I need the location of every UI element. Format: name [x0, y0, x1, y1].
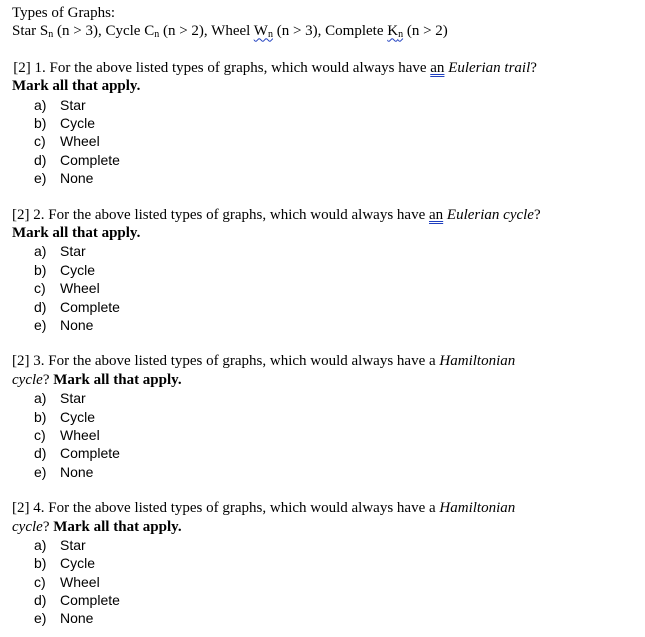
option-star[interactable]: a) Star: [34, 96, 86, 113]
option-cycle[interactable]: b) Cycle: [34, 555, 96, 572]
option-cycle[interactable]: b) Cycle: [34, 261, 96, 278]
option-complete[interactable]: d) Complete: [34, 298, 120, 315]
star-label: Star S: [12, 23, 49, 40]
options-list: [12, 96, 645, 188]
question-instruction: Mark all that apply.: [12, 224, 141, 241]
option-wheel[interactable]: c) Wheel: [34, 573, 100, 590]
question-text: [2] 4. For the above listed types of graphs, which would always have a Hamiltonian: [12, 500, 516, 517]
option-complete[interactable]: d) Complete: [34, 151, 120, 168]
option-none[interactable]: e) None: [34, 170, 94, 187]
question-1: [12, 59, 645, 188]
option-complete[interactable]: d) Complete: [34, 445, 120, 462]
question-instruction: Mark all that apply.: [53, 518, 182, 535]
question-2: [12, 206, 645, 335]
option-wheel[interactable]: c) Wheel: [34, 426, 100, 443]
header-title: Types of Graphs:: [12, 5, 116, 21]
wheel-label: Wheel: [211, 23, 254, 40]
question-text-cont: cycle? Mark all that apply.: [12, 518, 182, 535]
question-text: [2] 2. For the above listed types of graphs, which would always have an Eulerian cycle?: [12, 206, 541, 223]
option-none[interactable]: e) None: [34, 463, 94, 480]
question-text: [2] 1. For the above listed types of graphs, which would always have an Eulerian trail?: [13, 59, 537, 76]
question-instruction: Mark all that apply.: [53, 371, 182, 388]
question-3: [12, 352, 645, 481]
option-wheel[interactable]: c) Wheel: [34, 133, 100, 150]
question-text: [2] 3. For the above listed types of graphs, which would always have a Hamiltonian: [12, 353, 516, 370]
option-complete[interactable]: d) Complete: [34, 592, 120, 609]
question-text-cont: cycle? Mark all that apply.: [12, 371, 182, 388]
option-cycle[interactable]: b) Cycle: [34, 115, 96, 132]
question-instruction: Mark all that apply.: [12, 78, 141, 95]
option-star[interactable]: a) Star: [34, 243, 86, 260]
option-wheel[interactable]: c) Wheel: [34, 280, 100, 297]
options-list: [12, 536, 645, 628]
options-list: [12, 242, 645, 334]
options-list: [12, 389, 645, 481]
question-4: [12, 499, 645, 628]
option-star[interactable]: a) Star: [34, 536, 86, 553]
option-none[interactable]: e) None: [34, 316, 94, 333]
option-star[interactable]: a) Star: [34, 390, 86, 407]
option-cycle[interactable]: b) Cycle: [34, 408, 96, 425]
option-none[interactable]: e) None: [34, 610, 94, 627]
complete-label: Complete: [325, 23, 388, 40]
graph-types-line: Star $S_n$ (n > 3), Cycle $C_n$ (n > 2), Wheel $W_n$ (n > 3), Complete $K_n$ (n > 2): [12, 23, 448, 41]
cycle-label: Cycle C: [105, 23, 155, 40]
